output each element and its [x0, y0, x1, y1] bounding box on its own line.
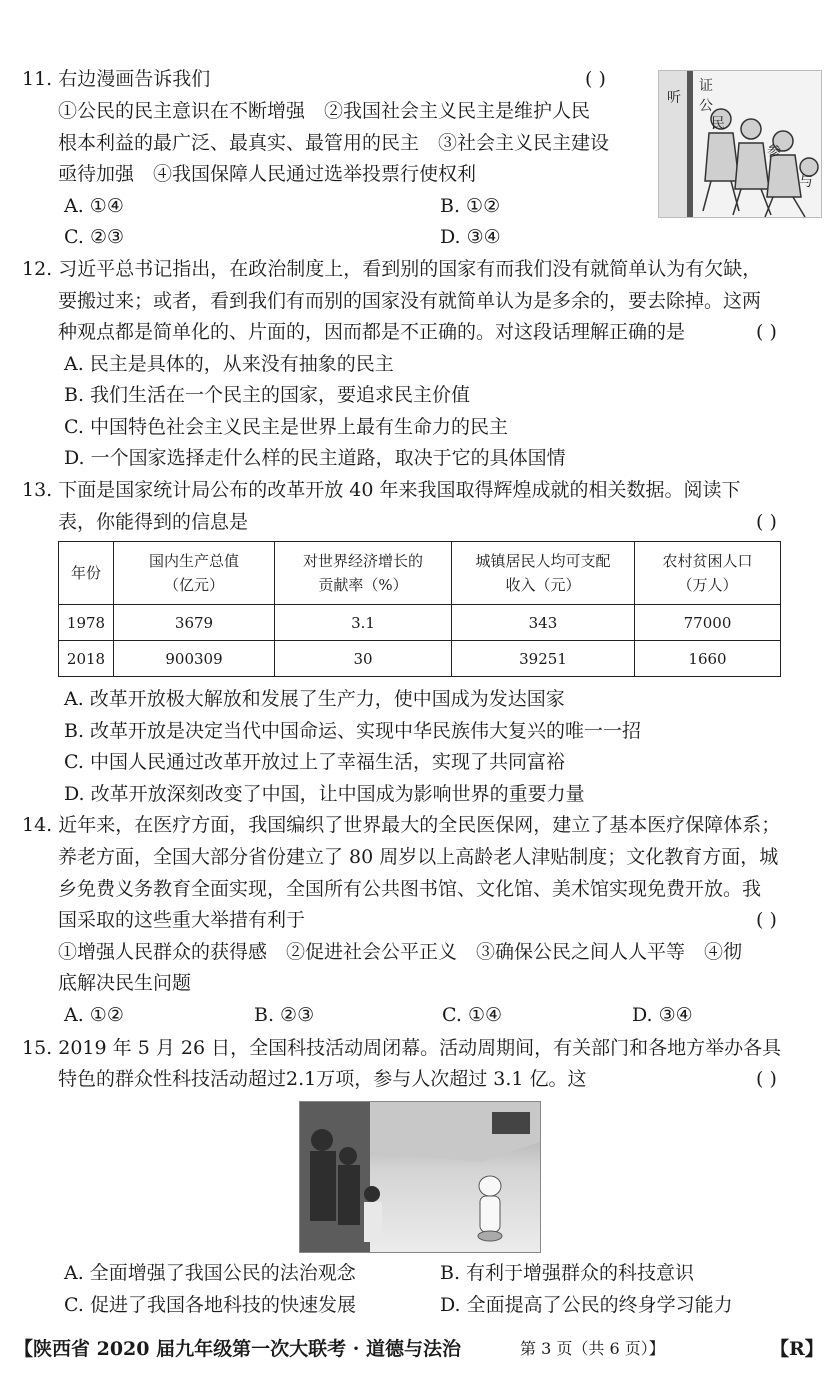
q13-line2: 表，你能得到的信息是: [58, 511, 249, 533]
header-income: 城镇居民人均可支配 收入（元）: [452, 542, 635, 605]
header-contribution: 对世界经济增长的 贡献率（%）: [275, 542, 452, 605]
q12-answer-paren: ( ): [756, 321, 777, 343]
q13-line1: 13. 下面是国家统计局公布的改革开放 40 年来我国取得辉煌成就的相关数据。阅读下: [22, 479, 741, 501]
table-cell: 30: [275, 641, 452, 677]
cartoon-char-1: 听: [667, 90, 681, 106]
statistics-table: [58, 541, 781, 677]
q14-answer-paren: ( ): [756, 909, 777, 931]
table-cell: 900309: [114, 641, 275, 677]
q14-options-line2: 底解决民生问题: [58, 972, 192, 994]
q13-answer-paren: ( ): [756, 511, 777, 533]
table-cell: 3.1: [275, 605, 452, 641]
q14-line4: 国采取的这些重大举措有利于: [58, 909, 306, 931]
table-header-row: [59, 542, 781, 605]
q15-answer-paren: ( ): [756, 1068, 777, 1090]
q12-line3: 种观点都是简单化的、片面的，因而都是不正确的。对这段话理解正确的是: [58, 321, 686, 343]
table-row: [59, 641, 781, 677]
header-poverty: 农村贫困人口 （万人）: [635, 542, 781, 605]
q12-line2: 要搬过来；或者，看到我们有而别的国家没有就简单认为是多余的，要去除掉。这两: [58, 290, 762, 312]
q13-choice-a: A. 改革开放极大解放和发展了生产力，使中国成为发达国家: [64, 688, 565, 710]
q14-choice-a: A. ①②: [64, 1004, 124, 1026]
q13-choice-d: D. 改革开放深刻改变了中国，让中国成为影响世界的重要力量: [64, 783, 585, 805]
q11-answer-paren: ( ): [585, 68, 606, 90]
cartoon-char-4: 民: [711, 116, 725, 132]
footer-version-mark: 【R】: [770, 1338, 824, 1360]
q14-choice-c: C. ①④: [442, 1004, 503, 1026]
robot-exhibition-photo: [299, 1101, 541, 1253]
table-cell: 343: [452, 605, 635, 641]
cartoon-char-3: 公: [699, 98, 713, 114]
q15-choice-a: A. 全面增强了我国公民的法治观念: [64, 1262, 356, 1284]
table-cell: 1978: [59, 605, 114, 641]
header-gdp: 国内生产总值 （亿元）: [114, 542, 275, 605]
footer-exam-title: 【陕西省 2020 届九年级第一次大联考 · 道德与法治: [14, 1338, 461, 1360]
cartoon-char-2: 证: [699, 78, 713, 94]
q12-choice-d: D. 一个国家选择走什么样的民主道路，取决于它的具体国情: [64, 447, 566, 469]
cartoon-char-6: 与: [799, 174, 813, 190]
q14-line3: 乡免费义务教育全面实现，全国所有公共图书馆、文化馆、美术馆实现免费开放。我: [58, 878, 762, 900]
democracy-cartoon: [658, 70, 822, 218]
q14-choice-d: D. ③④: [632, 1004, 693, 1026]
q14-options-line1: ①增强人民群众的获得感 ②促进社会公平正义 ③确保公民之间人人平等 ④彻: [58, 941, 743, 963]
cartoon-char-5: 参: [767, 144, 781, 160]
q15-choice-b: B. 有利于增强群众的科技意识: [440, 1262, 695, 1284]
table-cell: 2018: [59, 641, 114, 677]
q13-choice-c: C. 中国人民通过改革开放过上了幸福生活，实现了共同富裕: [64, 751, 565, 773]
header-year: 年份: [59, 542, 114, 605]
q15-choice-d: D. 全面提高了公民的终身学习能力: [440, 1294, 733, 1316]
table-cell: 77000: [635, 605, 781, 641]
q12-line1: 12. 习近平总书记指出，在政治制度上，看到别的国家有而我们没有就简单认为有欠缺，: [22, 258, 762, 280]
footer-page-number: 第 3 页（共 6 页）】: [520, 1339, 665, 1358]
table-cell: 1660: [635, 641, 781, 677]
q12-choice-c: C. 中国特色社会主义民主是世界上最有生命力的民主: [64, 416, 508, 438]
q11-options-line3: 亟待加强 ④我国保障人民通过选举投票行使权利: [58, 163, 477, 185]
q11-options-line1: ①公民的民主意识在不断增强 ②我国社会主义民主是维护人民: [58, 100, 591, 122]
q12-choice-a: A. 民主是具体的，从来没有抽象的民主: [64, 353, 394, 375]
table-row: [59, 605, 781, 641]
q15-line2: 特色的群众性科技活动超过2.1万项，参与人次超过 3.1 亿。这: [58, 1068, 587, 1090]
q11-choice-c: C. ②③: [64, 226, 125, 248]
q11-stem: 11. 右边漫画告诉我们: [22, 68, 211, 90]
photo-drawing: [300, 1102, 540, 1252]
q15-choice-c: C. 促进了我国各地科技的快速发展: [64, 1294, 356, 1316]
q13-choice-b: B. 改革开放是决定当代中国命运、实现中华民族伟大复兴的唯一一招: [64, 720, 642, 742]
q12-choice-b: B. 我们生活在一个民主的国家，要追求民主价值: [64, 384, 471, 406]
q11-choice-d: D. ③④: [440, 226, 501, 248]
table-cell: 39251: [452, 641, 635, 677]
q11-options-line2: 根本利益的最广泛、最真实、最管用的民主 ③社会主义民主建设: [58, 132, 610, 154]
q11-choice-a: A. ①④: [64, 195, 124, 217]
table-cell: 3679: [114, 605, 275, 641]
q14-choice-b: B. ②③: [254, 1004, 315, 1026]
q14-line1: 14. 近年来，在医疗方面，我国编织了世界最大的全民医保网，建立了基本医疗保障体系；: [22, 814, 781, 836]
q11-choice-b: B. ①②: [440, 195, 501, 217]
cartoon-drawing: [659, 71, 821, 217]
q14-line2: 养老方面，全国大部分省份建立了 80 周岁以上高龄老人津贴制度；文化教育方面，城: [58, 846, 779, 868]
q15-line1: 15. 2019 年 5 月 26 日，全国科技活动周闭幕。活动周期间，有关部门和各地方举办各具: [22, 1037, 782, 1059]
